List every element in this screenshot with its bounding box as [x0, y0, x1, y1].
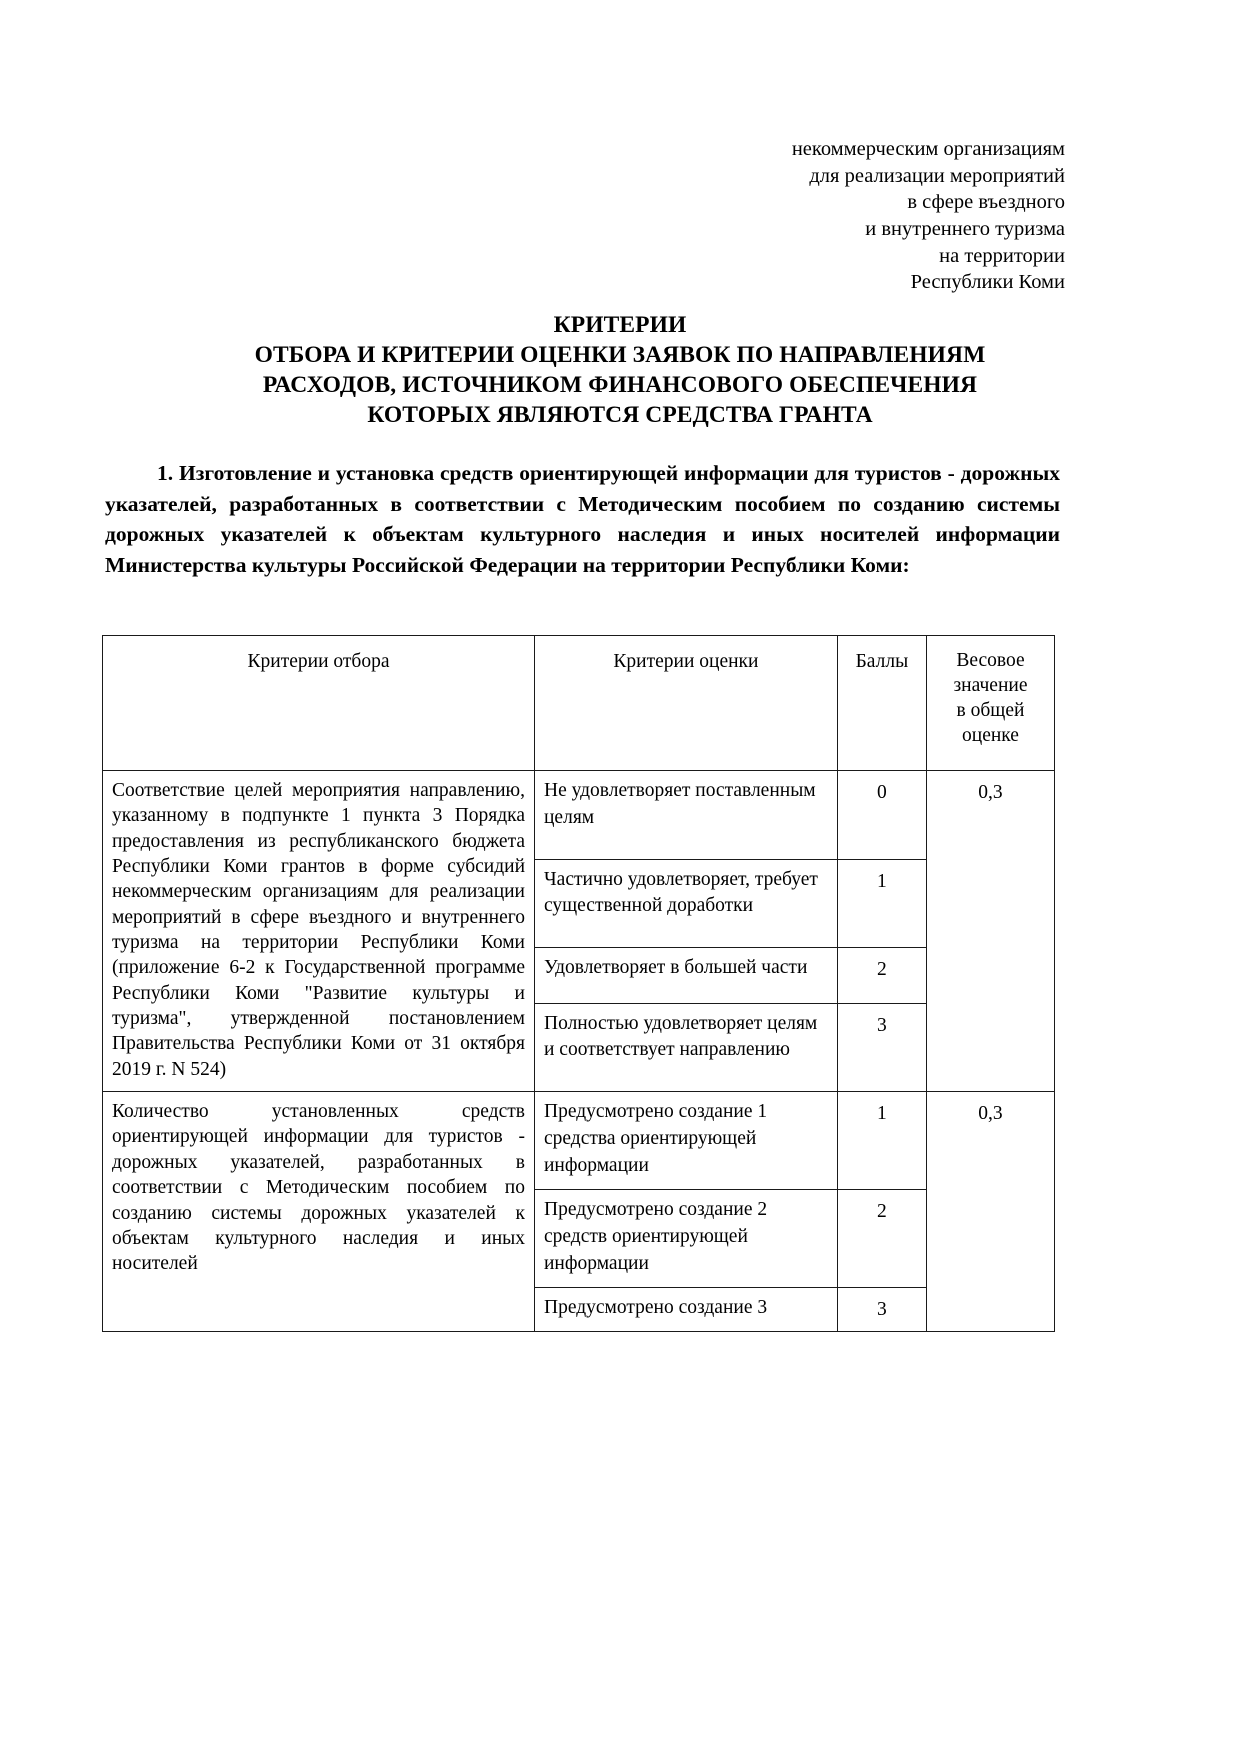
cell-evaluation-1-3: Удовлетворяет в большей части: [535, 948, 838, 1003]
cell-points-1-2: 1: [837, 859, 926, 948]
header-weight-line-1: Весовое: [956, 650, 1025, 671]
addressee-line-6: Республики Коми: [910, 271, 1065, 294]
cell-evaluation-2-2: Предусмотрено создание 2 средств ориентирующей информации: [535, 1189, 838, 1287]
header-selection-criteria: Критерии отбора: [103, 636, 535, 771]
cell-points-1-1: 0: [837, 771, 926, 860]
cell-evaluation-1-4: Полностью удовлетворяет целям и соответствует направлению: [535, 1003, 838, 1092]
cell-points-2-2: 2: [837, 1189, 926, 1287]
cell-points-1-3: 2: [837, 948, 926, 1003]
header-weight: [926, 636, 1054, 771]
header-points: Баллы: [837, 636, 926, 771]
cell-weight-2: 0,3: [926, 1092, 1054, 1332]
table-row: [103, 771, 1055, 860]
header-evaluation-criteria: Критерии оценки: [535, 636, 838, 771]
header-weight-line-3: в общей: [956, 699, 1025, 721]
table-header-row: [103, 636, 1055, 771]
cell-evaluation-2-3: Предусмотрено создание 3: [535, 1287, 838, 1331]
cell-points-2-1: 1: [837, 1092, 926, 1190]
cell-weight-1: 0,3: [926, 771, 1054, 1092]
header-weight-line-4: оценке: [962, 724, 1019, 746]
addressee-block: [625, 136, 1065, 296]
addressee-line-4: и внутреннего туризма: [865, 217, 1065, 240]
cell-evaluation-2-1: Предусмотрено создание 1 средства ориентирующей информации: [535, 1092, 838, 1190]
addressee-line-5: на территории: [939, 244, 1065, 267]
title-line-1: КРИТЕРИИ: [553, 312, 687, 338]
section-1-paragraph: 1. Изготовление и установка средств ориентирующей информации для туристов - дорожных указателей, разработанных в соответствии с Методическим пособием по созданию системы дорожных указателей к объектам культурного наследия и иных носителей информации Министерства культуры Российской Федерации на территории Республики Коми:: [105, 461, 1060, 577]
addressee-line-3: в сфере въездного: [907, 191, 1065, 214]
cell-selection-criteria-1: Соответствие целей мероприятия направлению, указанному в подпункте 1 пункта 3 Порядка предоставления из республиканского бюджета Республики Коми грантов в форме субсидий некоммерческим организациям для реализации мероприятий в сфере въездного и внутреннего туризма на территории Республики Коми (приложение 6-2 к Государственной программе Республики Коми "Развитие культуры и туризма", утвержденной постановлением Правительства Республики Коми от 31 октября 2019 г. N 524): [103, 771, 535, 1092]
cell-points-2-3: 3: [837, 1287, 926, 1331]
table-row: [103, 1092, 1055, 1190]
page-title: [100, 310, 1140, 430]
criteria-table: [102, 635, 1055, 1332]
header-weight-line-2: значение: [953, 674, 1028, 696]
cell-evaluation-1-1: Не удовлетворяет поставленным целям: [535, 771, 838, 860]
cell-points-1-4: 3: [837, 1003, 926, 1092]
cell-evaluation-1-2: Частично удовлетворяет, требует существенной доработки: [535, 859, 838, 948]
addressee-line-2: для реализации мероприятий: [809, 164, 1065, 187]
addressee-line-1: некоммерческим организациям: [791, 138, 1065, 160]
title-line-2: ОТБОРА И КРИТЕРИИ ОЦЕНКИ ЗАЯВОК ПО НАПРАВЛЕНИЯМ: [254, 342, 986, 369]
title-line-4: КОТОРЫХ ЯВЛЯЮТСЯ СРЕДСТВА ГРАНТА: [367, 402, 873, 429]
title-line-3: РАСХОДОВ, ИСТОЧНИКОМ ФИНАНСОВОГО ОБЕСПЕЧЕНИЯ: [262, 372, 978, 399]
cell-selection-criteria-2: Количество установленных средств ориентирующей информации для туристов - дорожных указателей, разработанных в соответствии с Методическим пособием по созданию системы дорожных указателей к объектам культурного наследия и иных носителей: [103, 1092, 535, 1332]
